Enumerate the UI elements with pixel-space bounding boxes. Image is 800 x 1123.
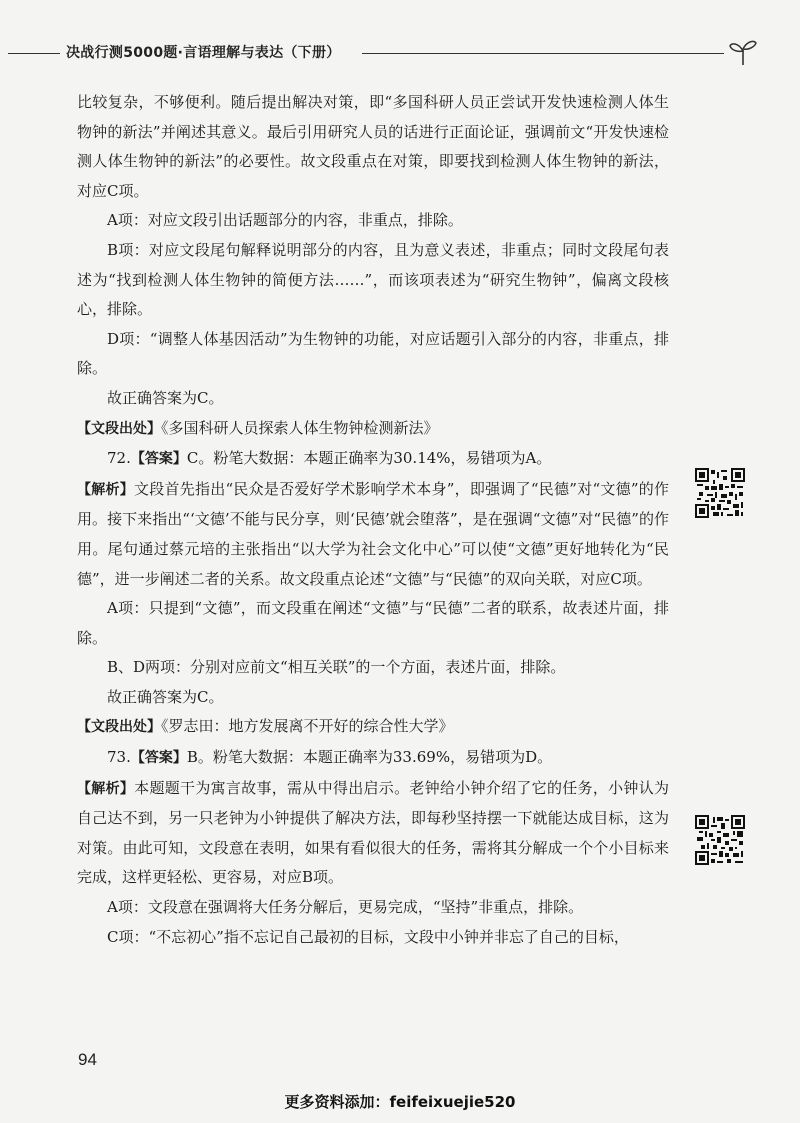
question-73-analysis [77,774,669,893]
question-number: 73. [107,748,131,767]
option-bd-analysis: B、D两项：分别对应前文“相互关联”的一个方面，表述片面，排除。 [107,658,566,677]
answer-text: C。粉笔大数据：本题正确率为30.14%，易错项为A。 [186,449,552,468]
header-rule-left [8,53,60,54]
source-label: 【文段出处】 [77,719,161,736]
page-number: 94 [78,1050,97,1069]
answer-label: 【答案】 [130,451,187,468]
option-c-analysis: C项：“不忘初心”指不忘记自己最初的目标，文段中小钟并非忘了自己的目标， [107,927,629,946]
answer-label: 【答案】 [130,750,187,767]
source-line [77,414,669,445]
source-title: 《罗志田：地方发展离不开好的综合性大学》 [161,717,454,736]
header-rule-right [362,53,724,54]
qr-code-icon[interactable] [695,815,745,865]
answer-conclusion: 故正确答案为C。 [107,388,224,407]
analysis-text: 文段首先指出“民众是否爱好学术影响学术本身”，即强调了“民德”对“文德”的作用。接下来指出“‘文德’不能与民分享，则‘民德’就会堕落”，是在强调“文德”对“民德”的作用。尾句通过蔡元培的主张指出“以大学为社会文化中心”可以使“文德”更好地转化为“民德”，进一步阐述二者的关系。故文段重点论述“文德”与“民德”的双向关联，对应C项。 [77,479,670,588]
book-title: 决战行测5000题·言语理解与表达（下册） [66,45,341,61]
option-a-analysis: A项：文段意在强调将大任务分解后，更易完成，“坚持”非重点，排除。 [107,898,584,917]
sprout-icon [728,38,758,66]
option-a-analysis: A项：只提到“文德”，而文段重在阐述“文德”与“民德”二者的联系，故表述片面，排除。 [77,599,669,647]
option-a-analysis: A项：对应文段引出话题部分的内容，非重点，排除。 [107,211,463,230]
source-line [77,712,669,743]
page-body [77,88,669,952]
footer-note: 更多资料添加：feifeixuejie520 [284,1093,516,1111]
option-d-analysis: D项：“调整人体基因活动”为生物钟的功能，对应话题引入部分的内容，非重点，排除。 [77,329,669,378]
analysis-text: 本题题干为寓言故事，需从中得出启示。老钟给小钟介绍了它的任务，小钟认为自己达不到，另一只老钟为小钟提供了解决方法，即每秒坚持摆一下就能达成目标，这为对策。由此可知，文段意在表明，如果有看似很大的任务，需将其分解成一个个小目标来完成，这样更轻松、更容易，对应B项。 [77,778,669,887]
qr-code-icon[interactable] [695,468,745,518]
analysis-label: 【解析】 [77,481,134,498]
question-73-answer [77,743,669,774]
question-72-answer [77,444,669,475]
analysis-label: 【解析】 [77,780,135,797]
option-b-analysis: B项：对应文段尾句解释说明部分的内容，且为意义表述，非重点；同时文段尾句表述为“找到检测人体生物钟的简便方法……”，而该项表述为“研究生物钟”，偏离文段核心，排除。 [77,240,669,319]
question-72-analysis [77,475,669,594]
answer-conclusion: 故正确答案为C。 [107,687,224,706]
question-number: 72. [107,449,131,468]
source-label: 【文段出处】 [77,420,161,437]
source-title: 《多国科研人员探索人体生物钟检测新法》 [161,418,439,437]
running-header [0,36,800,68]
answer-text: B。粉笔大数据：本题正确率为33.69%，易错项为D。 [186,748,553,767]
paragraph: 比较复杂，不够便利。随后提出解决对策，即“多国科研人员正尝试开发快速检测人体生物钟的新法”并阐述其意义。最后引用研究人员的话进行正面论证，强调前文“开发快速检测人体生物钟的新法”的必要性。故文段重点在对策，即要找到检测人体生物钟的新法，对应C项。 [77,93,669,200]
